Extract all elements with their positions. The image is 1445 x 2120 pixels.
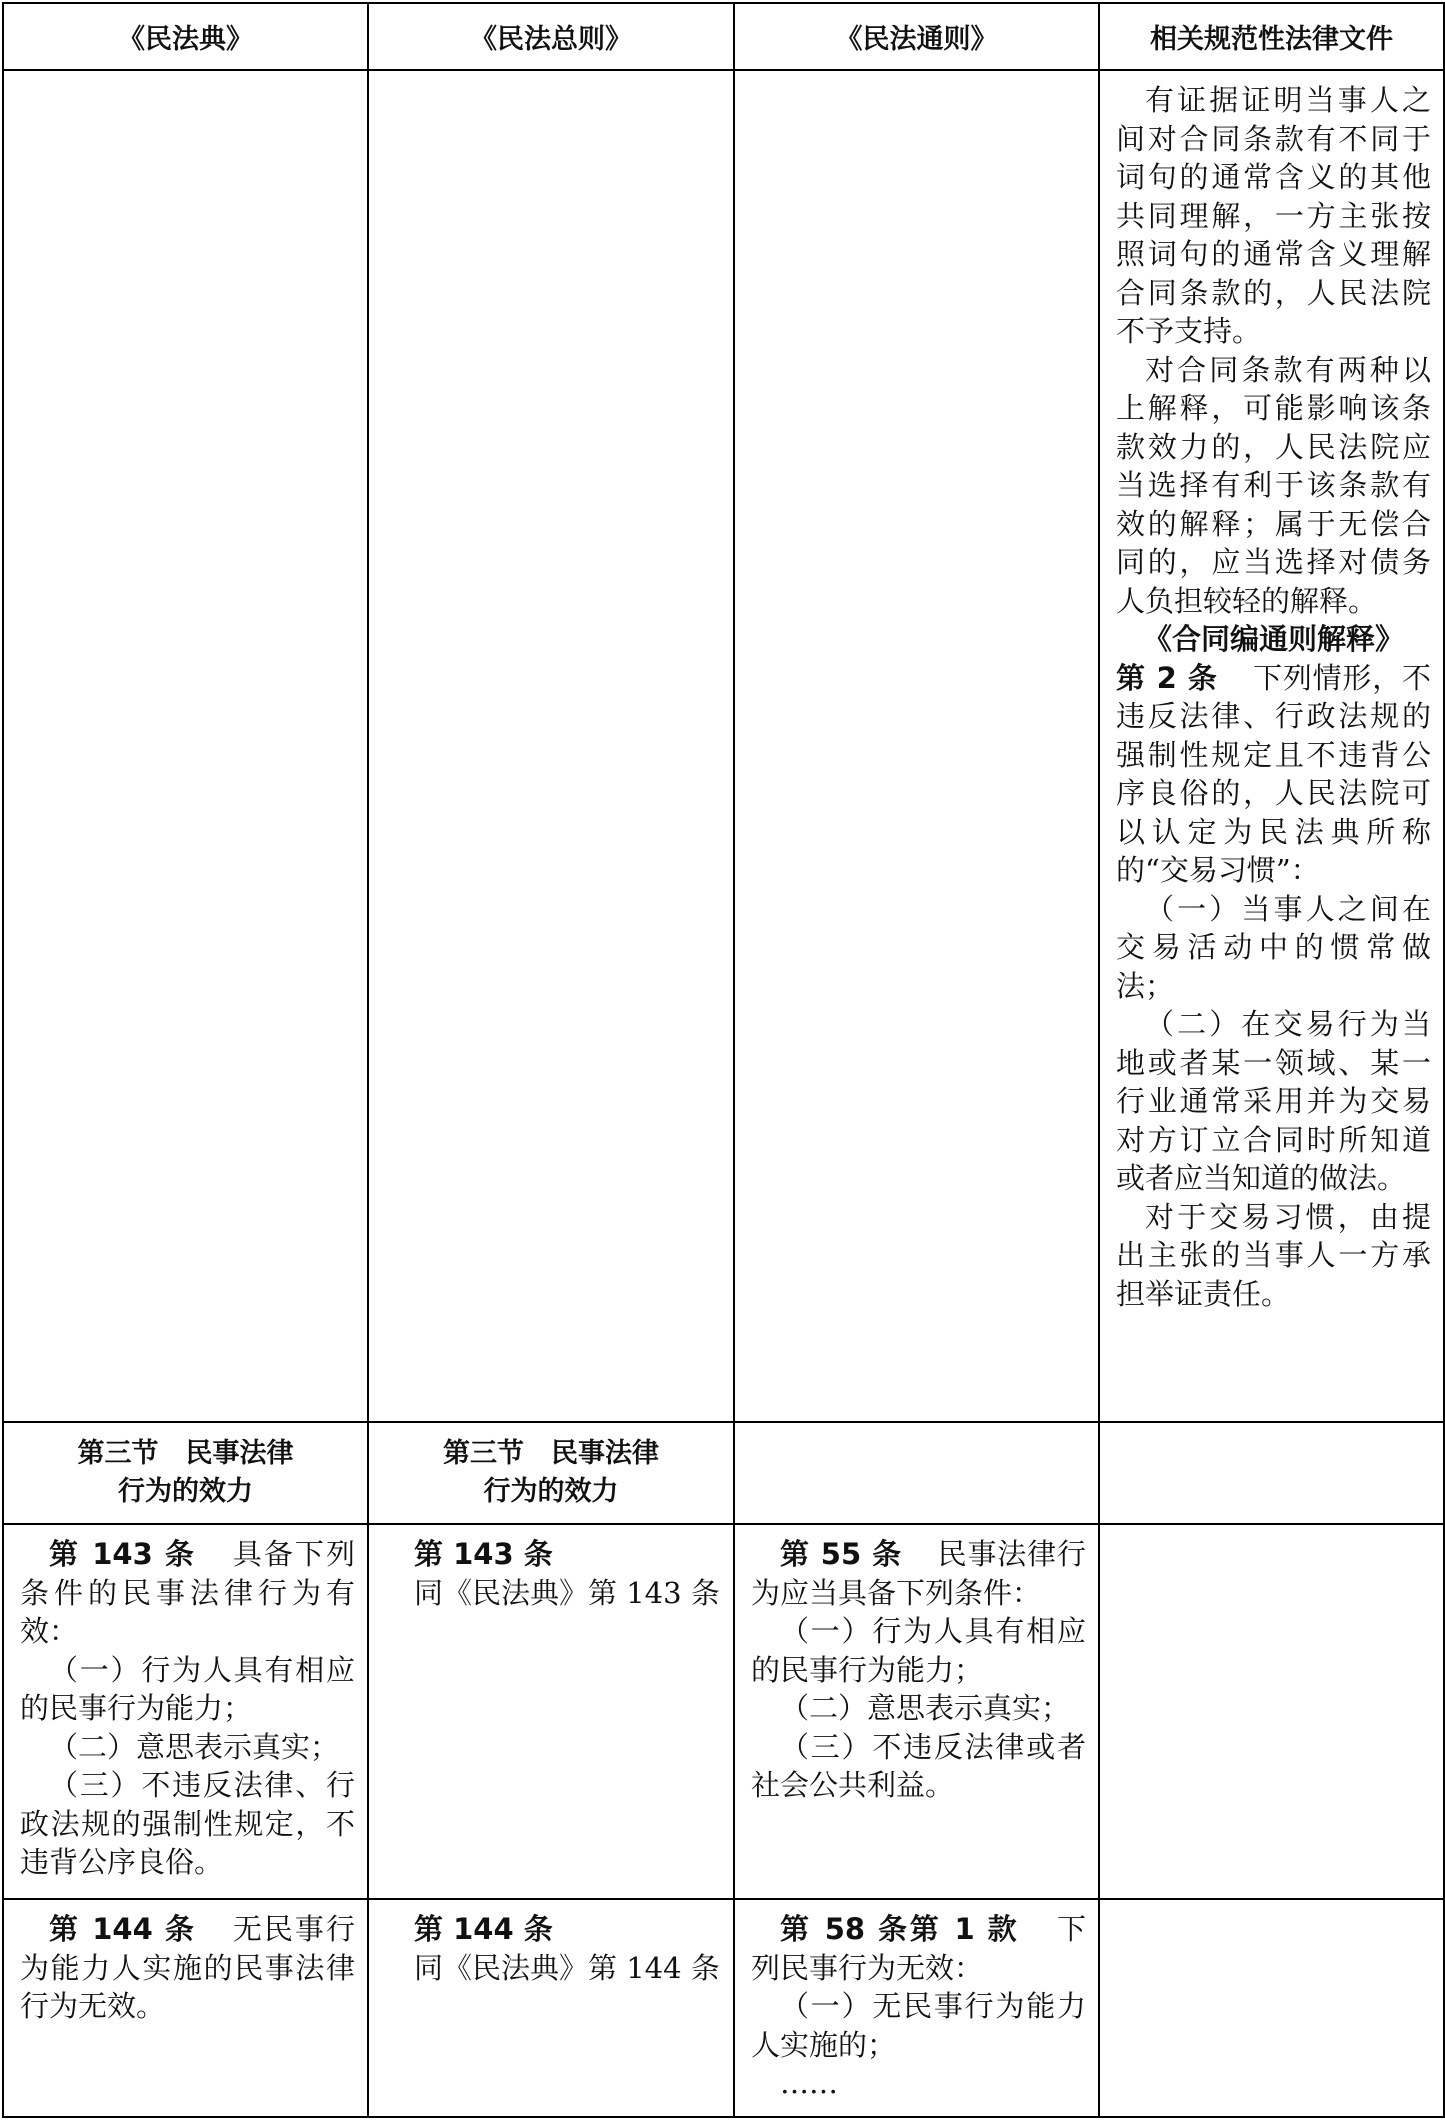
section-heading-line: 行为的效力 [483, 1476, 619, 1507]
cell-article [368, 1524, 734, 1899]
list-item: （一）行为人具有相应的民事行为能力； [20, 1652, 355, 1725]
section-heading [3, 1422, 368, 1524]
list-item: （二）在交易行为当地或者某一领域、某一行业通常采用并为交易对方订立合同时所知道或者应当知道的做法。 [1116, 1007, 1431, 1195]
table-row [3, 70, 1444, 1422]
article-text: 具备下列条件的民事法律行为有效： [20, 1537, 355, 1648]
article-label: 第 143 条 [414, 1537, 553, 1571]
cell-empty [1099, 1899, 1444, 2117]
cell-related-documents [1099, 70, 1444, 1422]
article-text: 下列情形，不违反法律、行政法规的强制性规定且不违背公序良俗的，人民法院可以认定为民法典所称的“交易习惯”： [1116, 660, 1431, 887]
paragraph: 对合同条款有两种以上解释，可能影响该条款效力的，人民法院应当选择有利于该条款有效的解释；属于无偿合同的，应当选择对债务人负担较轻的解释。 [1116, 352, 1431, 618]
paragraph: 对于交易习惯，由提出主张的当事人一方承担举证责任。 [1116, 1199, 1431, 1311]
article-label: 第 2 条 [1116, 660, 1218, 695]
cell-article [3, 1899, 368, 2117]
cell-article [734, 1899, 1099, 2117]
section-heading-line: 第三节 民事法律 [77, 1438, 294, 1469]
article-label: 第 144 条 [49, 1912, 196, 1946]
article-label: 第 58 条第 1 款 [780, 1912, 1020, 1946]
cell-article [3, 1524, 368, 1899]
cell-empty [1099, 1524, 1444, 1899]
article-text: 同《民法典》第 144 条 [414, 1950, 720, 1985]
ellipsis: …… [780, 2066, 838, 2100]
cell-empty [734, 70, 1099, 1422]
cell-article [368, 1899, 734, 2117]
cell-empty [3, 70, 368, 1422]
paragraph: 有证据证明当事人之间对合同条款有不同于词句的通常含义的其他共同理解，一方主张按照词句的通常含义理解合同条款的，人民法院不予支持。 [1116, 83, 1431, 348]
article-label: 第 143 条 [49, 1537, 196, 1571]
header-general-principles: 《民法通则》 [734, 3, 1099, 70]
law-comparison-table [2, 2, 1445, 2118]
section-heading-line: 行为的效力 [118, 1476, 253, 1507]
list-item: （一）行为人具有相应的民事行为能力； [751, 1614, 1086, 1687]
section-row [3, 1422, 1444, 1524]
list-item: （三）不违反法律或者社会公共利益。 [751, 1729, 1086, 1802]
header-civil-code: 《民法典》 [3, 3, 368, 70]
table-row [3, 1899, 1444, 2117]
section-heading [368, 1422, 734, 1524]
article-label: 第 144 条 [414, 1912, 553, 1946]
list-item: （三）不违反法律、行政法规的强制性规定，不违背公序良俗。 [20, 1768, 355, 1879]
list-item: （二）意思表示真实； [49, 1729, 340, 1764]
cell-empty [734, 1422, 1099, 1524]
cell-empty [368, 70, 734, 1422]
article-text: 下列民事行为无效： [751, 1912, 1086, 1985]
list-item: （二）意思表示真实； [780, 1691, 1071, 1725]
list-item: （一）当事人之间在交易活动中的惯常做法； [1116, 891, 1431, 1003]
header-row [3, 3, 1444, 70]
article-text: 无民事行为能力人实施的民事法律行为无效。 [20, 1912, 355, 2023]
article-text: 民事法律行为应当具备下列条件： [751, 1537, 1086, 1610]
article-text: 同《民法典》第 143 条 [414, 1575, 720, 1610]
source-title: 《合同编通则解释》 [1142, 622, 1404, 656]
cell-article [734, 1524, 1099, 1899]
header-general-provisions: 《民法总则》 [368, 3, 734, 70]
cell-empty [1099, 1422, 1444, 1524]
list-item: （一）无民事行为能力人实施的； [751, 1989, 1086, 2062]
header-related-documents: 相关规范性法律文件 [1099, 3, 1444, 70]
section-heading-line: 第三节 民事法律 [443, 1438, 659, 1469]
article-label: 第 55 条 [780, 1537, 902, 1571]
table-row [3, 1524, 1444, 1899]
